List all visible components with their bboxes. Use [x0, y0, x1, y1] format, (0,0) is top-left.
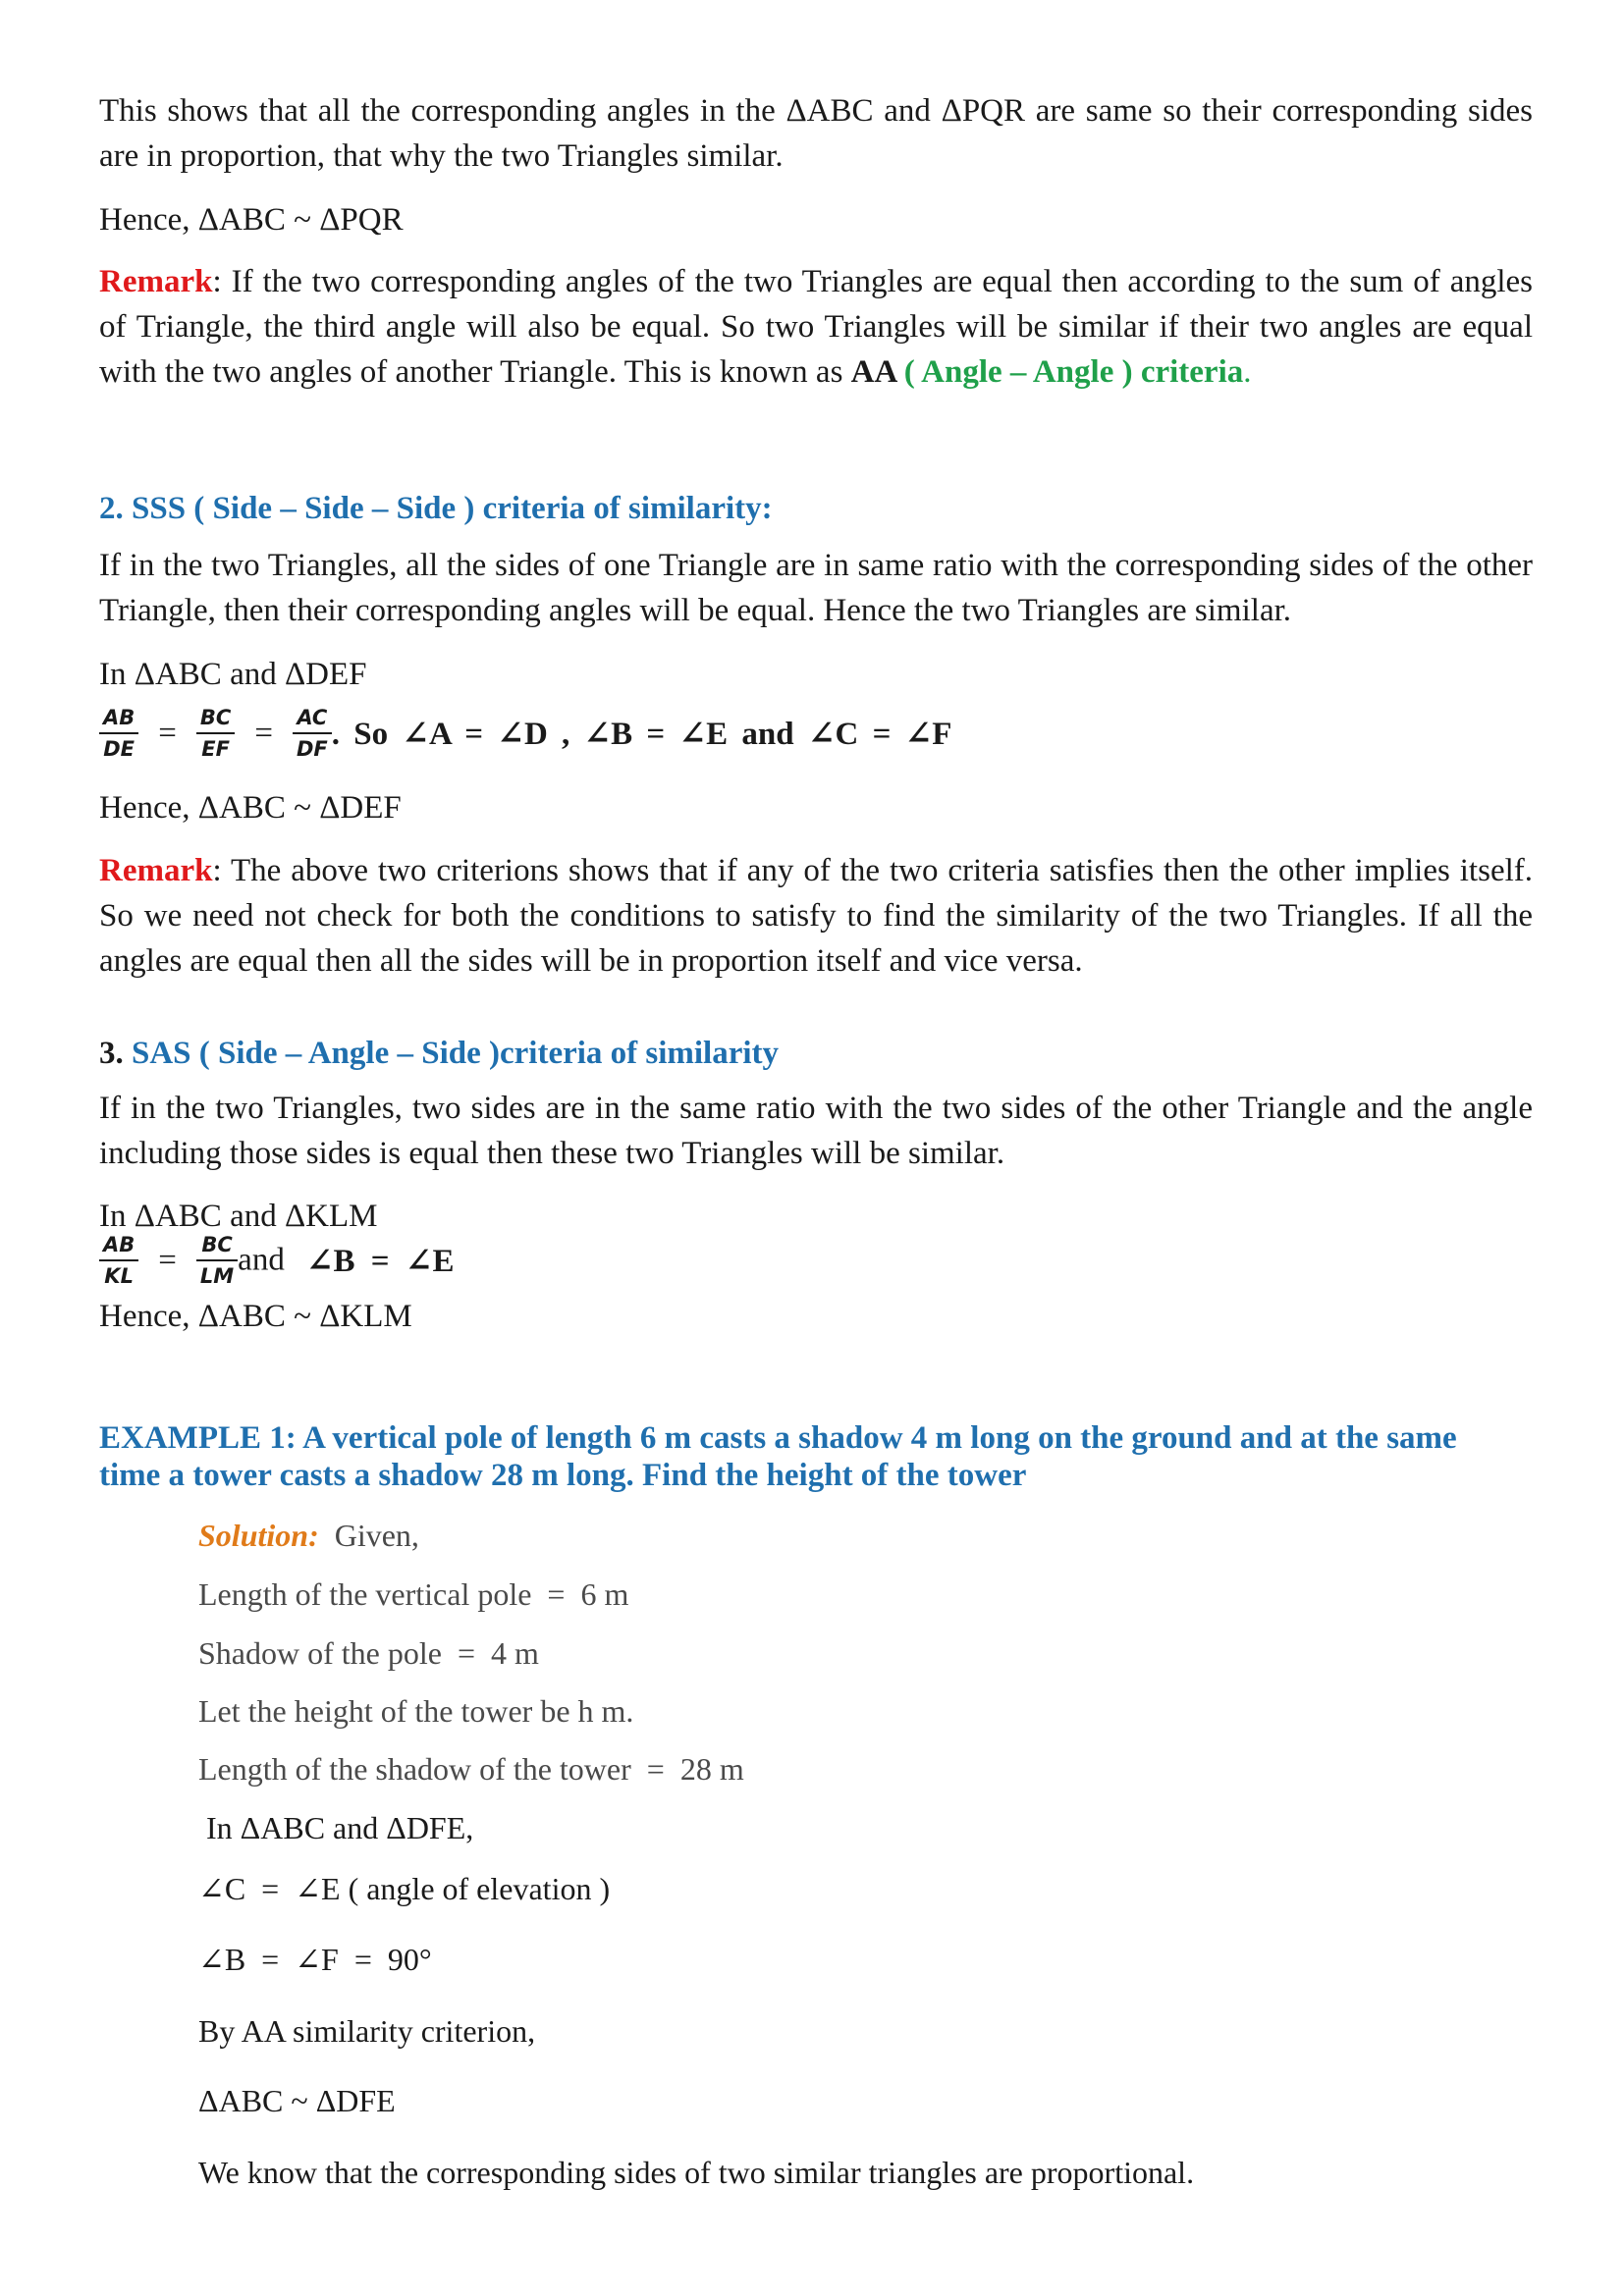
solution-line-pole-length: Length of the vertical pole = 6 m — [198, 1576, 629, 1612]
remark-criteria — [99, 848, 1533, 984]
sas-title: SAS ( Side – Angle – Side )criteria of similarity — [123, 1036, 780, 1071]
sss-heading: 2. SSS ( Side – Side – Side ) criteria of similarity: — [99, 491, 773, 526]
remark2-label: Remark — [99, 853, 213, 888]
remark-aa — [99, 259, 1533, 395]
sss-text: If in the two Triangles, all the sides of one Triangle are in same ratio with the corresponding sides of the other Triangle, then their corresponding angles will be equal. Hence the two Triangles are similar. — [99, 548, 1533, 628]
remark2-colon: : — [212, 853, 222, 888]
solution-heading — [198, 1516, 419, 1555]
solution-line-angle-c-e: ∠C = ∠E ( angle of elevation ) — [198, 1871, 611, 1906]
fraction-ab-kl: $\frac{AB}{KL}$ — [99, 1232, 138, 1289]
fraction-ac-df: $\frac{AC}{DF}$ — [293, 705, 332, 762]
sas-heading — [99, 1034, 779, 1073]
solution-line-triangles: In ΔABC and ΔDFE, — [198, 1810, 474, 1845]
sss-angles-equal: . So ∠A = ∠D , ∠B = ∠E and ∠C = ∠F — [331, 717, 952, 752]
solution-line-similarity: ΔABC ~ ΔDFE — [198, 2083, 396, 2118]
sas-in-line: In ΔABC and ΔKLM — [99, 1199, 378, 1234]
hence-abc-pqr: Hence, ΔABC ~ ΔPQR — [99, 202, 404, 238]
fraction-bc-lm: $\frac{BC}{LM}$ — [196, 1232, 238, 1289]
angle-b-e: ∠B = ∠E — [305, 1244, 455, 1279]
solution-line-angle-b-f: ∠B = ∠F = 90° — [198, 1942, 432, 1977]
sas-ratio-equation: $\frac{AB}{KL}$ = $\frac{BC}{LM}$ and ∠B = ∠E — [99, 1232, 454, 1289]
aa-term: AA — [850, 354, 896, 390]
and-word: and — [238, 1242, 285, 1278]
solution-line-tower-height: Let the height of the tower be h m. — [198, 1693, 634, 1729]
sas-number: 3. — [99, 1036, 124, 1071]
solution-line-tower-shadow: Length of the shadow of the tower = 28 m — [198, 1751, 744, 1787]
given-word: Given, — [318, 1518, 419, 1553]
sss-in-line: In ΔABC and ΔDEF — [99, 657, 367, 692]
paragraph-pqr-angles: This shows that all the corresponding angles in the ΔABC and ΔPQR are same so their corresponding sides are in proportion, that why the two Triangles similar. — [99, 93, 1533, 174]
remark-colon: : — [212, 264, 222, 299]
remark-label: Remark — [99, 264, 213, 299]
solution-line-pole-shadow: Shadow of the pole = 4 m — [198, 1635, 539, 1671]
sss-ratio-equation: $\frac{AB}{DE}$ = $\frac{BC}{EF}$ = $\frac{AC}{DF}$ . So ∠A = ∠D , ∠B = ∠E and ∠C = ∠F — [99, 705, 951, 762]
fraction-bc-ef: $\frac{BC}{EF}$ — [196, 705, 235, 762]
solution-label: Solution: — [198, 1518, 319, 1553]
example-1-question: EXAMPLE 1: A vertical pole of length 6 m casts a shadow 4 m long on the ground and at the same time a tower casts a shadow 28 m long. Find the height of the tower — [99, 1420, 1457, 1493]
aa-dot: . — [1243, 354, 1252, 390]
solution-line-proportional: We know that the corresponding sides of two similar triangles are proportional. — [198, 2155, 1195, 2190]
hence-abc-klm: Hence, ΔABC ~ ΔKLM — [99, 1299, 412, 1334]
remark2-text: The above two criterions shows that if any of the two criteria satisfies then the other implies itself. So we need not check for both the conditions to satisfy to find the similarity of the two Triangles. If all the angles are equal then all the sides will be in proportion itself and vice versa. — [99, 853, 1533, 979]
hence-abc-def: Hence, ΔABC ~ ΔDEF — [99, 790, 402, 826]
fraction-ab-de: $\frac{AB}{DE}$ — [99, 705, 138, 762]
aa-criteria: ( Angle – Angle ) criteria — [895, 354, 1244, 390]
remark-text: If the two corresponding angles of the two Triangles are equal then according to the sum of angles of Triangle, the third angle will also be equal. So two Triangles will be similar if their two angles are equal with the two angles of another Triangle. This is known as — [99, 264, 1533, 390]
sas-text: If in the two Triangles, two sides are in the same ratio with the two sides of the other Triangle and the angle including those sides is equal then these two Triangles will be similar. — [99, 1091, 1533, 1171]
solution-line-aa-criterion: By AA similarity criterion, — [198, 2013, 536, 2049]
